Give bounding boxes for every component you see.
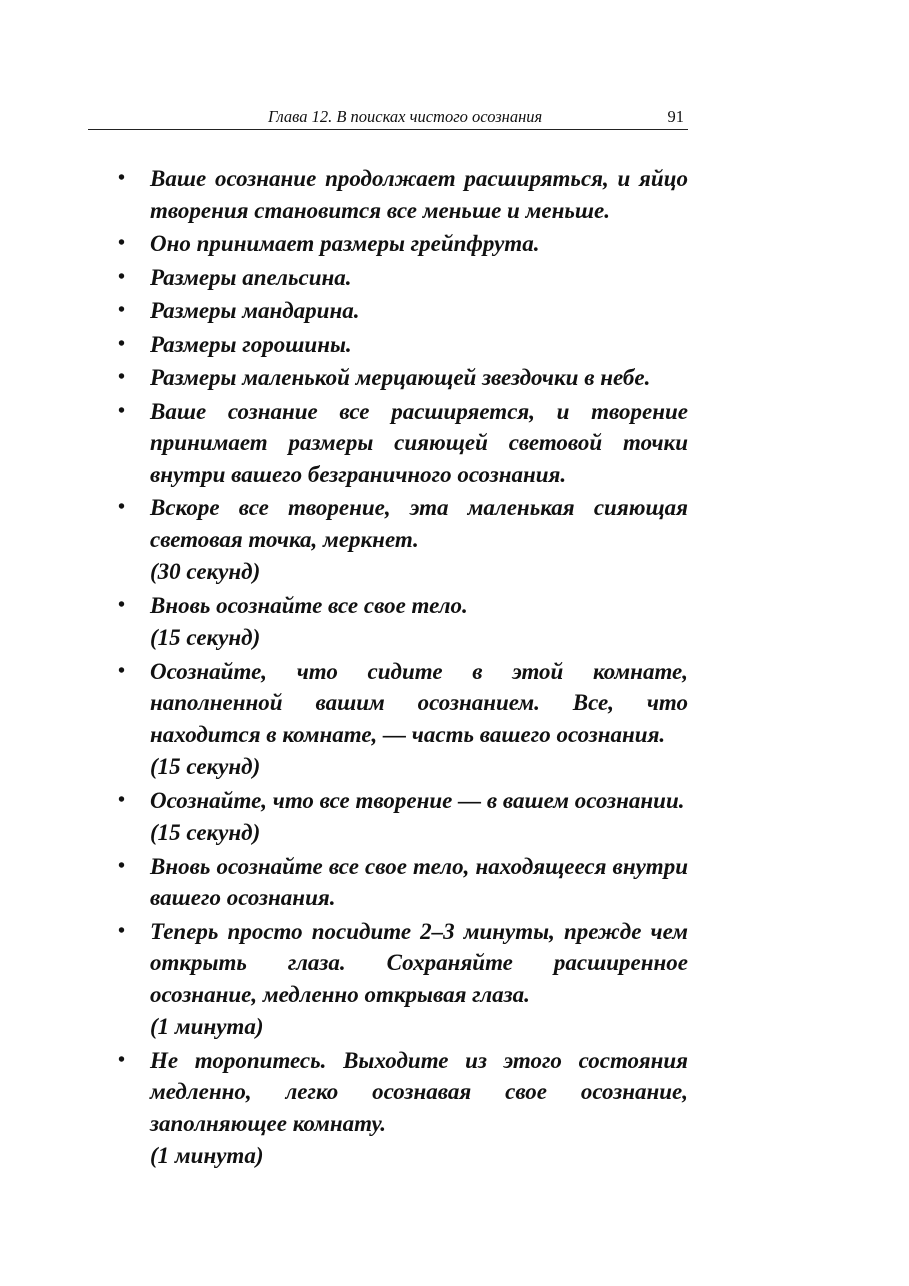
bullet-icon: •	[118, 593, 126, 616]
list-item	[118, 262, 688, 294]
pause-duration: (1 минута)	[150, 1014, 264, 1039]
bullet-icon: •	[118, 1048, 126, 1071]
bullet-icon: •	[118, 232, 126, 254]
item-text: Оно принимает размеры грейпфрута.	[150, 231, 540, 256]
bullet-icon: •	[118, 265, 126, 288]
bullet-icon: •	[118, 167, 126, 189]
running-header	[88, 103, 688, 130]
item-text: Не торопитесь. Выходите из этого состояния медленно, легко осознавая свое осознание, заполняющее комнату.	[150, 1047, 688, 1136]
page-number: 91	[667, 107, 684, 126]
item-text: Осознайте, что сидите в этой комнате, наполненной вашим осознанием. Все, что находится в комнате, — часть вашего осознания.	[150, 658, 688, 747]
pause-duration: (15 секунд)	[150, 820, 261, 845]
item-text: Вновь осознайте все свое тело, находящееся внутри вашего осознания.	[150, 853, 688, 910]
pause-duration: (15 секунд)	[150, 754, 261, 779]
list-item	[118, 916, 688, 1043]
list-item	[118, 228, 688, 260]
pause-duration: (15 секунд)	[150, 625, 261, 650]
bullet-icon: •	[118, 366, 126, 388]
list-item	[118, 329, 688, 361]
list-item	[118, 362, 688, 394]
list-item	[118, 295, 688, 327]
bullet-icon: •	[118, 332, 126, 355]
list-item	[118, 590, 688, 654]
item-text: Размеры горошины.	[150, 331, 352, 357]
bullet-icon: •	[118, 496, 126, 518]
bullet-icon: •	[118, 854, 126, 877]
bullet-icon: •	[118, 399, 126, 422]
item-text: Размеры мандарина.	[150, 298, 360, 323]
list-item	[118, 656, 688, 783]
list-item	[118, 163, 688, 226]
bullet-icon: •	[118, 919, 126, 942]
list-item	[118, 851, 688, 914]
instruction-list	[118, 163, 688, 1174]
bullet-icon: •	[118, 788, 126, 811]
pause-duration: (1 минута)	[150, 1143, 264, 1168]
item-text: Вновь осознайте все свое тело.	[150, 592, 468, 618]
item-text: Ваше сознание все расширяется, и творение принимает размеры сияющей световой точки внутри вашего безграничного осознания.	[150, 398, 688, 487]
item-text: Вскоре все творение, эта маленькая сияющая световая точка, меркнет.	[150, 495, 688, 552]
list-item	[118, 1045, 688, 1172]
item-text: Осознайте, что все творение — в вашем осознании.	[150, 787, 685, 813]
item-text: Ваше осознание продолжает расширяться, и яйцо творения становится все меньше и меньше.	[150, 166, 688, 223]
list-item	[118, 492, 688, 588]
pause-duration: (30 секунд)	[150, 559, 261, 584]
item-text: Размеры апельсина.	[150, 264, 352, 290]
item-text: Теперь просто посидите 2–3 минуты, прежде чем открыть глаза. Сохраняйте расширенное осознание, медленно открывая глаза.	[150, 918, 688, 1007]
bullet-icon: •	[118, 659, 126, 682]
list-item	[118, 396, 688, 491]
running-title: Глава 12. В поисках чистого осознания	[268, 107, 543, 126]
item-text: Размеры маленькой мерцающей звездочки в небе.	[150, 365, 651, 390]
bullet-icon: •	[118, 299, 126, 321]
list-item	[118, 785, 688, 849]
